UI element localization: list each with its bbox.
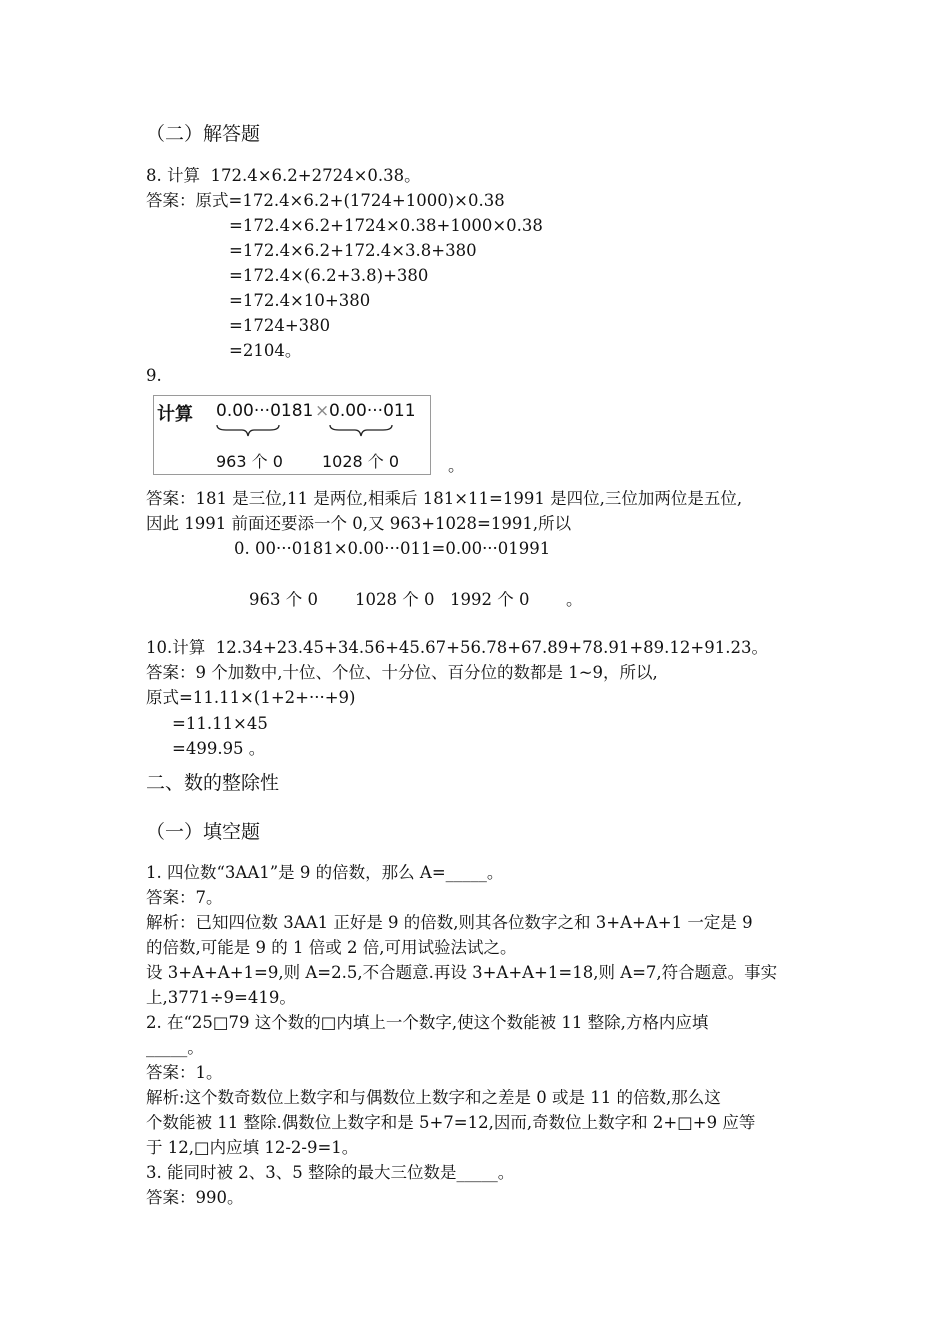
answer-8-line: =172.4×(6.2+3.8)+380	[229, 266, 429, 285]
answer-9-count: 1028 个 0	[355, 590, 435, 609]
formula-label: 计算	[157, 404, 193, 425]
answer-9-equation: 0. 00···0181×0.00···011=0.00···01991	[234, 539, 551, 558]
formula-times: ×	[315, 401, 330, 421]
problem-2: 2. 在“25□79 这个数的□内填上一个数字,使这个数能被 11 整除,方格内应填	[146, 1013, 709, 1032]
formula-factor-a: 0.00···0181	[216, 401, 314, 421]
problem-1: 1. 四位数“3AA1”是 9 的倍数，那么 A=_____。	[146, 863, 504, 882]
answer-9-line2: 因此 1991 前面还要添一个 0,又 963+1028=1991,所以	[146, 514, 572, 533]
problem-1-explanation: 的倍数,可能是 9 的 1 倍或 2 倍,可用试验法试之。	[146, 938, 517, 957]
underbrace-a	[216, 424, 280, 438]
problem-1-explanation: 解析：已知四位数 3AA1 正好是 9 的倍数,则其各位数字之和 3+A+A+1 一定是 9	[146, 913, 753, 932]
answer-8-line: =172.4×6.2+172.4×3.8+380	[229, 241, 477, 260]
answer-10-step: =11.11×45	[172, 714, 268, 733]
problem-2-explanation: 个数能被 11 整除.偶数位上数字和是 5+7=12,因而,奇数位上数字和 2+□+9 应等	[146, 1113, 756, 1132]
answer-9-line1: 答案：181 是三位,11 是两位,相乘后 181×11=1991 是四位,三位加两位是五位,	[146, 489, 743, 508]
problem-1-explanation: 上,3771÷9=419。	[146, 988, 296, 1007]
section-heading-solve: （二）解答题	[146, 123, 261, 145]
problem-2-explanation: 解析:这个数奇数位上数字和与偶数位上数字和之差是 0 或是 11 的倍数,那么这	[146, 1088, 721, 1107]
answer-9-end: 。	[566, 590, 583, 609]
problem-3: 3. 能同时被 2、3、5 整除的最大三位数是_____。	[146, 1163, 515, 1182]
answer-10-step: =499.95 。	[172, 739, 266, 758]
answer-8-line: =1724+380	[229, 316, 331, 335]
formula-count-a: 963 个 0	[216, 452, 283, 471]
problem-2-explanation: 于 12,□内应填 12-2-9=1。	[146, 1138, 359, 1157]
question-9-end-mark: 。	[448, 456, 465, 475]
problem-1-answer: 答案：7。	[146, 888, 223, 907]
underbrace-b	[329, 424, 393, 438]
formula-factor-b: 0.00···011	[329, 401, 416, 421]
question-9-formula-image	[153, 395, 431, 475]
question-9-number: 9.	[146, 366, 162, 385]
answer-8-line: =172.4×6.2+1724×0.38+1000×0.38	[229, 216, 543, 235]
problem-3-answer: 答案：990。	[146, 1188, 244, 1207]
answer-9-count: 1992 个 0	[450, 590, 530, 609]
problem-2-answer: 答案：1。	[146, 1063, 223, 1082]
question-10: 10.计算 12.34+23.45+34.56+45.67+56.78+67.89+78.91+89.12+91.23。	[146, 638, 768, 657]
answer-10: 答案：9 个加数中,十位、个位、十分位、百分位的数都是 1~9，所以,	[146, 663, 658, 682]
answer-10-step: 原式=11.11×(1+2+···+9)	[146, 688, 356, 707]
answer-8-line: =2104。	[229, 341, 302, 360]
problem-1-explanation: 设 3+A+A+1=9,则 A=2.5,不合题意.再设 3+A+A+1=18,则 A=7,符合题意。事实	[146, 963, 778, 982]
formula-count-b: 1028 个 0	[322, 452, 400, 471]
answer-9-count: 963 个 0	[249, 590, 318, 609]
question-8: 8. 计算 172.4×6.2+2724×0.38。	[146, 166, 421, 185]
section-heading-fill-blank: （一）填空题	[146, 821, 261, 843]
answer-8-line: =172.4×10+380	[229, 291, 371, 310]
answer-8-line: 答案：原式=172.4×6.2+(1724+1000)×0.38	[146, 191, 505, 210]
problem-2: _____。	[146, 1038, 204, 1057]
section-heading-divisibility: 二、数的整除性	[146, 772, 280, 794]
